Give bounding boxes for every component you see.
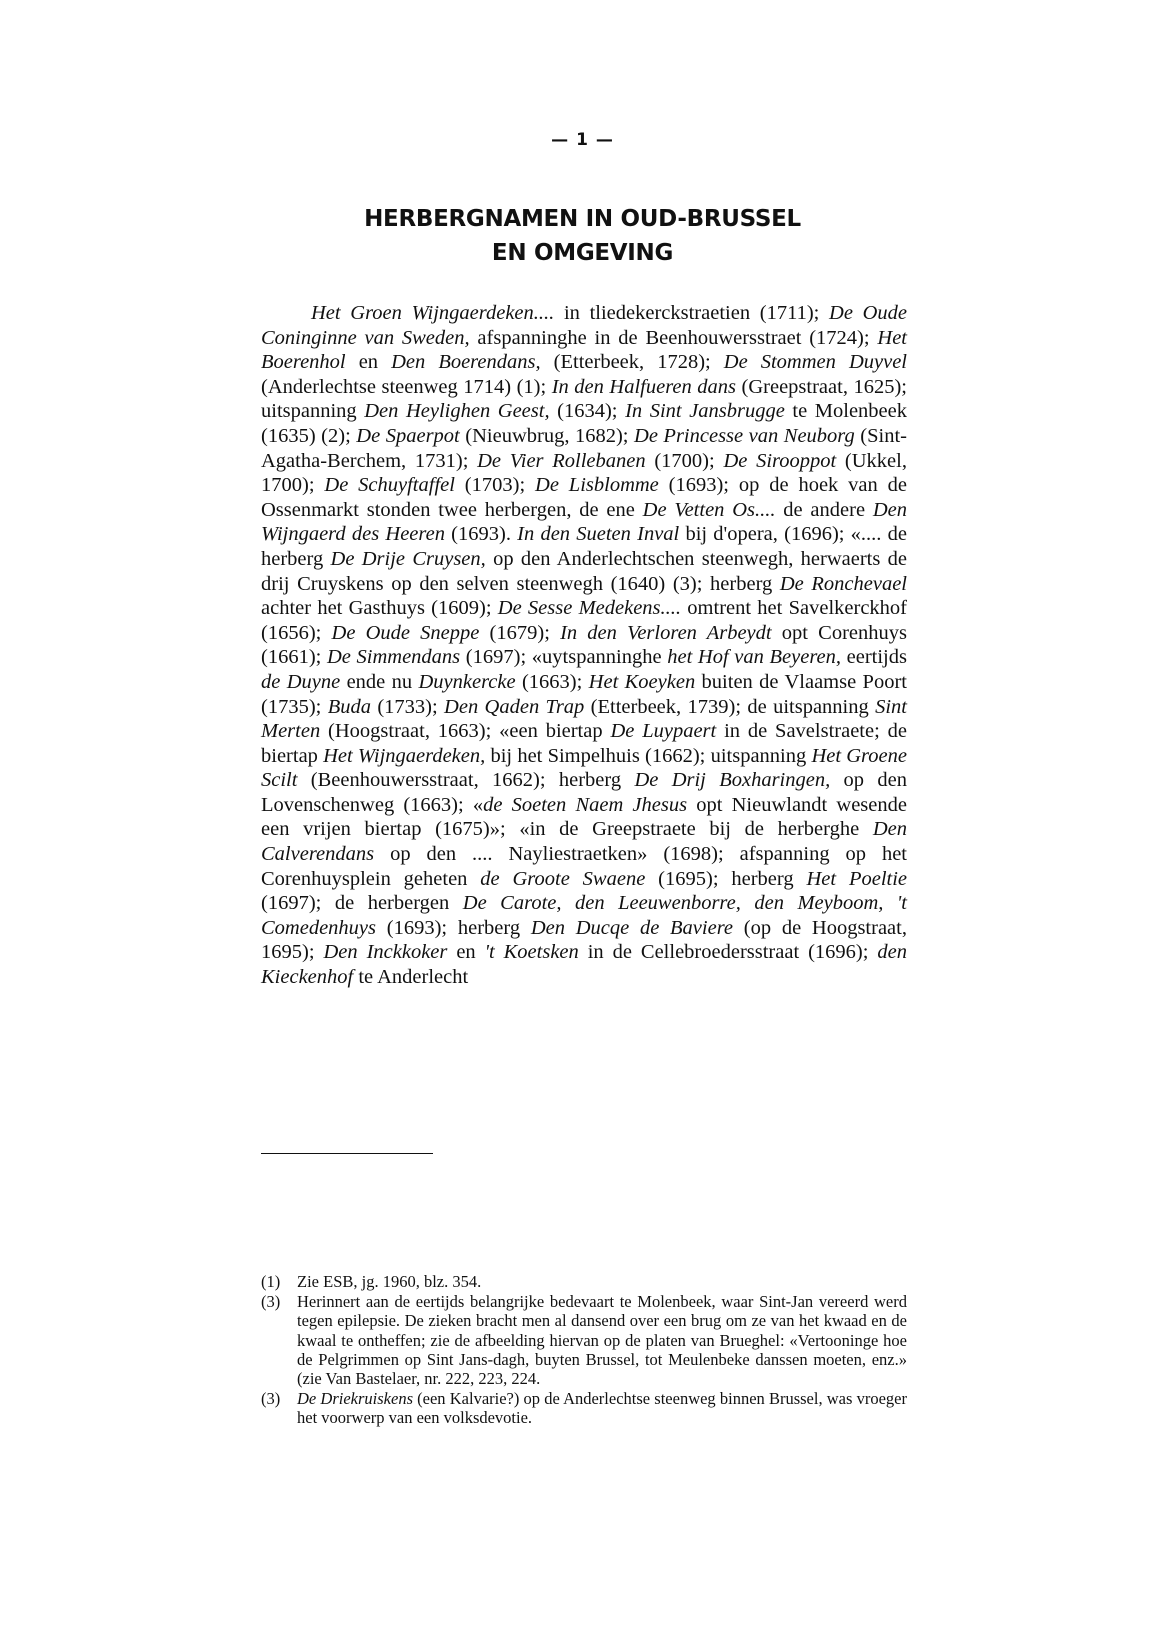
text-run: bij het Simpelhuis (1662); uitspanning	[485, 744, 812, 767]
text-run: omtrent het Savelkerckhof (1656);	[261, 597, 907, 644]
text-run: (Nieuwbrug, 1682);	[459, 424, 635, 447]
text-run: (1693); op de hoek van de Ossenmarkt stonden twee herbergen, de ene	[261, 474, 907, 521]
italic-name: De Ronchevael	[779, 572, 907, 595]
italic-name: De Simmendans	[326, 646, 461, 669]
text-run: (op de Hoogstraat, 1695);	[261, 916, 907, 964]
italic-name: de Soeten Naem Jhesus	[483, 793, 688, 816]
footnote-divider	[261, 1153, 433, 1154]
title-line-1: HERBERGNAMEN IN OUD-BRUSSEL	[364, 206, 801, 232]
italic-name: De Drij Boxharingen,	[634, 769, 831, 792]
text-run: (1634);	[549, 400, 626, 423]
italic-name: Het Poeltie	[806, 867, 908, 890]
text-run: (Ukkel, 1700);	[261, 449, 907, 497]
text-run: (1703);	[454, 474, 536, 497]
italic-name: In den Verloren Arbeydt	[560, 621, 772, 644]
italic-name: De Oude Sneppe	[331, 621, 480, 644]
italic-name: Duynkercke	[418, 670, 516, 693]
text-run: op den Lovenschenweg (1663); «	[261, 769, 907, 816]
footnote-number: (3)	[261, 1389, 281, 1409]
text-run: (1693).	[444, 523, 518, 546]
text-run: buiten de Vlaamse Poort (1735);	[261, 670, 907, 718]
footnotes	[261, 1272, 907, 1429]
italic-name: 't Koetsken	[484, 941, 579, 964]
italic-name: Den Boerendans,	[391, 351, 541, 374]
italic-name: In den Sueten Inval	[517, 523, 680, 546]
italic-name: De Vier Rollebanen	[477, 449, 646, 472]
text-run: bij d'opera, (1696); «.... de herberg	[261, 523, 907, 570]
text-run: (een Kalvarie?) op de Anderlechtse steenweg binnen Brussel, was vroeger het voorwerp van een volksdevotie.	[297, 1389, 907, 1428]
text-run: op den .... Nayliestraetken» (1698); afspanning op het Corenhuysplein geheten	[261, 843, 907, 890]
text-run: (Hoogstraat, 1663); «een biertap	[320, 720, 611, 743]
italic-name: Den Wijngaerd des Heeren	[261, 498, 907, 546]
italic-name: het Hof van Beyeren,	[667, 646, 842, 669]
italic-name: De Luypaert	[610, 720, 717, 743]
text-run: (1733);	[370, 695, 445, 718]
italic-name: Den Inckkoker	[323, 941, 448, 964]
body-paragraph	[261, 301, 907, 990]
italic-name: Het Groene Scilt	[261, 744, 907, 792]
italic-name: De Sirooppot	[723, 449, 837, 472]
italic-name: De Spaerpot	[356, 424, 460, 447]
text-run: (1697); «uytspanninghe	[460, 646, 668, 669]
text-run: opt Corenhuys (1661);	[261, 621, 907, 669]
text-run: afspanninghe in de Beenhouwersstraet (1724);	[469, 326, 878, 349]
italic-name: Den Ducqe de Baviere	[530, 916, 734, 939]
text-run: (1697); de herbergen	[261, 892, 463, 915]
text-run: Zie ESB, jg. 1960, blz. 354.	[297, 1272, 482, 1291]
footnote-number: (3)	[261, 1292, 281, 1312]
text-run: in de Savelstraete; de biertap	[261, 720, 907, 767]
text-run: de andere	[775, 498, 873, 521]
text-run: (1693); herberg	[376, 916, 531, 939]
text-run: (Etterbeek, 1728);	[540, 351, 724, 374]
italic-name: De Oude Coninginne van Sweden,	[261, 302, 908, 349]
page-number: — 1 —	[551, 130, 614, 150]
text-run: (1663);	[515, 670, 589, 693]
text-run: achter het Gasthuys (1609);	[261, 597, 498, 620]
document-title	[0, 202, 1165, 270]
italic-name: Den Heylighen Geest,	[364, 400, 550, 423]
footnote	[261, 1272, 907, 1291]
italic-name: de Duyne	[261, 670, 341, 693]
italic-name: De Driekruiskens	[297, 1389, 413, 1409]
text-run: in de Cellebroedersstraat (1696);	[578, 941, 878, 964]
footnote-text	[297, 1272, 907, 1291]
italic-name: De Sesse Medekens....	[497, 597, 682, 620]
italic-name: de Groote Swaene	[480, 867, 646, 890]
text-run: opt Nieuwlandt wesende een vrijen biertap (1675)»; «in de Greepstraete bij de herberghe	[261, 793, 907, 841]
text-run: en	[345, 351, 392, 374]
text-run: op den Anderlechtschen steenwegh, herwaerts de drij Cruyskens op den selven steenwegh (1640) (3); herberg	[261, 547, 908, 595]
text-run: (Anderlechtse steenweg 1714) (1);	[261, 375, 552, 398]
italic-name: In den Halfueren dans	[551, 375, 737, 398]
text-run: Herinnert aan de eertijds belangrijke bedevaart te Molenbeek, waar Sint-Jan vereerd werd tegen epilepsie. De zieken bracht men al dansend over een brug om ze van het kwaad en de kwaal te ontheffen; zie de afbeelding hiervan op de platen van Brueghel: «Vertooninge hoe de Pelgrimmen op Sint Jans-dagh, buyten Brussel, tot Meulenbeke danssen moeten, enz.» (zie Van Bastelaer, nr. 222, 223, 224.	[297, 1292, 907, 1389]
text-run: in tliedekerckstraetien (1711);	[554, 302, 830, 324]
italic-name: De Drije Cruysen,	[330, 547, 486, 570]
footnote-text	[297, 1292, 907, 1388]
italic-name: Den Calverendans	[261, 818, 907, 866]
text-run: (Beenhouwersstraat, 1662); herberg	[297, 769, 635, 792]
footnote-number: (1)	[261, 1272, 281, 1291]
text-run: (Sint-Agatha-Berchem, 1731);	[261, 424, 907, 472]
italic-name: De Lisblomme	[535, 474, 659, 497]
italic-name: De Stommen Duyvel	[723, 351, 907, 374]
text-run: (1695); herberg	[645, 867, 807, 890]
italic-name: De Schuyftaffel	[324, 474, 455, 497]
italic-name: De Carote, den Leeuwenborre, den Meyboom, 't Comedenhuys	[261, 892, 908, 939]
text-run: (1700);	[645, 449, 724, 472]
text-run: en	[447, 941, 485, 964]
italic-name: Sint Merten	[261, 695, 907, 743]
text-run: ende nu	[340, 670, 419, 693]
title-line-2: EN OMGEVING	[491, 240, 674, 266]
text-run: (Greepstraat, 1625); uitspanning	[261, 375, 907, 423]
footnote	[261, 1389, 907, 1427]
italic-name: den Kieckenhof	[261, 941, 907, 989]
italic-name: Het Wijngaerdeken,	[323, 744, 486, 767]
text-run: te Molenbeek (1635) (2);	[261, 400, 907, 447]
text-run: (1679);	[479, 621, 561, 644]
italic-name: Den Qaden Trap	[444, 695, 585, 718]
footnote-text	[297, 1389, 907, 1427]
text-run: (Etterbeek, 1739); de uitspanning	[584, 695, 876, 718]
italic-name: Het Koeyken	[588, 670, 696, 693]
italic-name: De Vetten Os....	[642, 498, 776, 521]
italic-name: Het Groen Wijngaerdeken....	[311, 302, 555, 324]
text-run: te Anderlecht	[353, 966, 469, 989]
italic-name: De Princesse van Neuborg	[634, 424, 855, 447]
footnote	[261, 1292, 907, 1388]
italic-name: Het Boerenhol	[261, 326, 907, 374]
italic-name: In Sint Jansbrugge	[625, 400, 785, 423]
text-run: eertijds	[841, 646, 907, 669]
italic-name: Buda	[327, 695, 371, 718]
